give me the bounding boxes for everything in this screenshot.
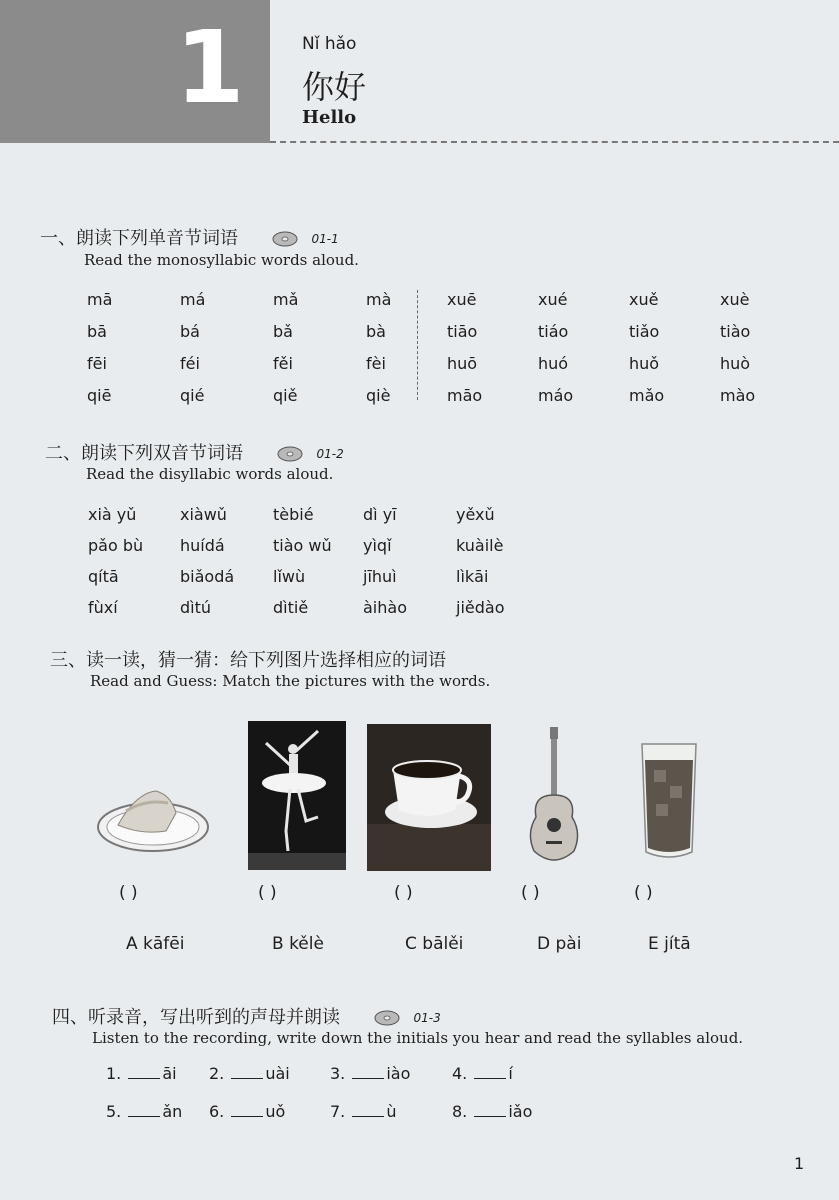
disyllabic-words (88, 505, 546, 617)
cake-slice-picture (96, 785, 211, 855)
word-item: biǎodá (180, 567, 235, 586)
section3-subtitle: Read and Guess: Match the pictures with the words. (90, 672, 491, 690)
item-number: 5. (106, 1102, 122, 1121)
word-item: dìtiě (273, 598, 309, 617)
word-item: yěxǔ (456, 505, 495, 524)
match-option-c: C bālěi (405, 934, 464, 954)
word-item: mǎo (629, 386, 665, 405)
word-item: huídá (180, 536, 225, 555)
iced-drink-picture (640, 740, 698, 862)
syllable-ending: uǒ (265, 1102, 286, 1121)
monosyllabic-words-right (447, 290, 811, 405)
word-item: má (180, 290, 206, 309)
initial-blank-item (106, 1102, 182, 1121)
section4-track: 01-3 (413, 1011, 441, 1025)
word-item: xuě (629, 290, 659, 309)
lesson-number: 1 (175, 9, 245, 126)
syllable-ending: iào (386, 1064, 411, 1083)
word-item: dì yī (363, 505, 397, 524)
item-number: 4. (452, 1064, 468, 1083)
item-number: 7. (330, 1102, 346, 1121)
answer-bracket[interactable]: ( ) (258, 883, 277, 903)
match-option-b: B kělè (272, 934, 324, 954)
answer-bracket[interactable]: ( ) (521, 883, 540, 903)
syllable-ending: āi (162, 1064, 177, 1083)
header-divider (270, 141, 839, 143)
ballerina-picture (248, 721, 346, 870)
word-item: huǒ (629, 354, 660, 373)
word-item: mà (366, 290, 392, 309)
word-item: qítā (88, 567, 119, 586)
word-item: qiě (273, 386, 298, 405)
audio-cd-icon[interactable] (272, 231, 298, 247)
word-item: xià yǔ (88, 505, 137, 524)
guitar-picture (524, 725, 584, 867)
word-item: lǐwù (273, 567, 306, 586)
word-item: huò (720, 354, 751, 373)
initial-blank-item (106, 1064, 177, 1083)
initial-blank-item (330, 1102, 397, 1121)
lesson-title-chinese: 你好 (302, 68, 367, 106)
column-divider (417, 290, 418, 400)
syllable-ending: uài (265, 1064, 290, 1083)
answer-blank[interactable] (474, 1064, 506, 1079)
section4-heading (52, 1003, 441, 1029)
answer-blank[interactable] (231, 1102, 263, 1117)
item-number: 3. (330, 1064, 346, 1083)
syllable-ending: ǎn (162, 1102, 183, 1121)
word-item: jiědào (456, 598, 505, 617)
answer-blank[interactable] (474, 1102, 506, 1117)
word-item: pǎo bù (88, 536, 144, 555)
word-item: mǎ (273, 290, 299, 309)
word-item: fēi (87, 354, 107, 373)
word-item: huó (538, 354, 569, 373)
item-number: 2. (209, 1064, 225, 1083)
word-item: qiè (366, 386, 391, 405)
answer-bracket[interactable]: ( ) (634, 883, 653, 903)
monosyllabic-words-left (87, 290, 459, 405)
word-item: xiàwǔ (180, 505, 227, 524)
match-option-e: E jítā (648, 934, 691, 954)
page-number: 1 (794, 1154, 805, 1173)
word-item: mā (87, 290, 113, 309)
section2-title: 二、朗读下列双音节词语 (45, 443, 243, 464)
section4-title: 四、听录音，写出听到的声母并朗读 (52, 1007, 340, 1028)
answer-blank[interactable] (352, 1064, 384, 1079)
word-item: fèi (366, 354, 386, 373)
audio-cd-icon[interactable] (277, 446, 303, 462)
word-item: àihào (363, 598, 407, 617)
item-number: 1. (106, 1064, 122, 1083)
item-number: 6. (209, 1102, 225, 1121)
initial-blank-item (209, 1102, 285, 1121)
lesson-title-pinyin: Nǐ hǎo (302, 34, 357, 54)
initial-blank-item (209, 1064, 290, 1083)
section4-subtitle: Listen to the recording, write down the initials you hear and read the syllables aloud. (92, 1029, 744, 1047)
syllable-ending: iǎo (508, 1102, 533, 1121)
word-item: bā (87, 322, 107, 341)
word-item: tiǎo (629, 322, 660, 341)
item-number: 8. (452, 1102, 468, 1121)
word-item: huō (447, 354, 478, 373)
word-item: māo (447, 386, 483, 405)
word-item: máo (538, 386, 574, 405)
audio-cd-icon[interactable] (374, 1010, 400, 1026)
section1-heading (40, 224, 339, 250)
word-item: fěi (273, 354, 293, 373)
word-item: lìkāi (456, 567, 489, 586)
section3-title: 三、读一读，猜一猜：给下列图片选择相应的词语 (50, 650, 446, 671)
match-option-a: A kāfēi (126, 934, 185, 954)
lesson-title-english: Hello (302, 107, 357, 128)
word-item: kuàilè (456, 536, 504, 555)
word-item: yìqǐ (363, 536, 392, 555)
syllable-ending: ù (386, 1102, 397, 1121)
word-item: tiào wǔ (273, 536, 332, 555)
match-option-d: D pài (537, 934, 582, 954)
section1-subtitle: Read the monosyllabic words aloud. (84, 251, 359, 269)
answer-blank[interactable] (128, 1102, 160, 1117)
coffee-cup-picture (367, 724, 491, 871)
word-item: xué (538, 290, 568, 309)
syllable-ending: í (508, 1064, 513, 1083)
word-item: bǎ (273, 322, 293, 341)
word-item: tiāo (447, 322, 478, 341)
word-item: dìtú (180, 598, 212, 617)
section2-track: 01-2 (316, 447, 344, 461)
word-item: tèbié (273, 505, 314, 524)
word-item: xuè (720, 290, 750, 309)
word-item: féi (180, 354, 200, 373)
section2-subtitle: Read the disyllabic words aloud. (86, 465, 334, 483)
section2-heading (45, 439, 344, 465)
answer-bracket[interactable]: ( ) (394, 883, 413, 903)
answer-blank[interactable] (231, 1064, 263, 1079)
word-item: fùxí (88, 598, 118, 617)
word-item: jīhuì (363, 567, 397, 586)
word-item: bá (180, 322, 200, 341)
word-item: bà (366, 322, 386, 341)
word-item: mào (720, 386, 756, 405)
initial-blank-item (452, 1102, 532, 1121)
word-item: qié (180, 386, 205, 405)
answer-bracket[interactable]: ( ) (119, 883, 138, 903)
section1-title: 一、朗读下列单音节词语 (40, 228, 238, 249)
word-item: tiào (720, 322, 751, 341)
word-item: tiáo (538, 322, 569, 341)
answer-blank[interactable] (352, 1102, 384, 1117)
initial-blank-item (330, 1064, 410, 1083)
section1-track: 01-1 (311, 232, 339, 246)
answer-blank[interactable] (128, 1064, 160, 1079)
initial-blank-item (452, 1064, 513, 1083)
word-item: qiē (87, 386, 112, 405)
word-item: xuē (447, 290, 477, 309)
